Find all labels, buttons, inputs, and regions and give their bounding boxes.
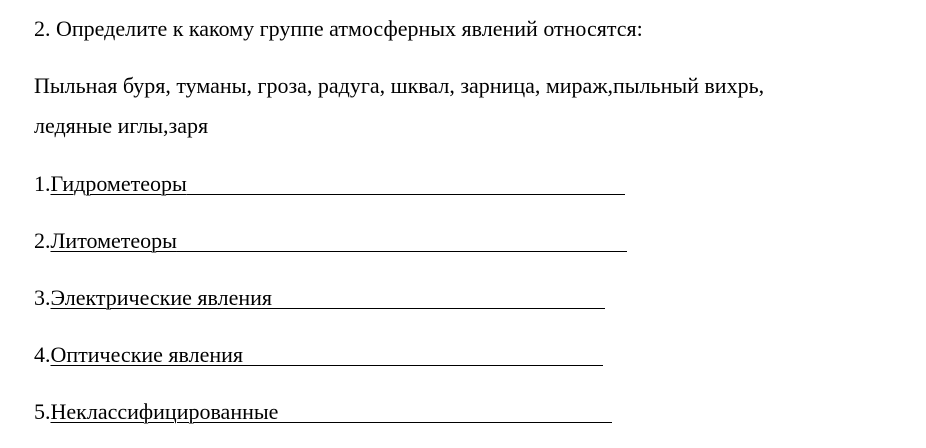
group-item-hydrometeors xyxy=(34,171,625,197)
group-number: 3. xyxy=(34,285,51,310)
answer-blank-line[interactable] xyxy=(243,364,603,366)
answer-blank-line[interactable] xyxy=(187,193,625,195)
answer-blank-line[interactable] xyxy=(272,307,605,309)
group-item-unclassified xyxy=(34,399,612,425)
group-label: Литометеоры xyxy=(50,228,177,253)
group-label: Электрические явления xyxy=(50,285,273,310)
group-number: 1. xyxy=(34,171,51,196)
group-label: Оптические явления xyxy=(50,342,244,367)
group-number: 2. xyxy=(34,228,51,253)
phenomena-list-line-1: Пыльная буря, туманы, гроза, радуга, шквал, зарница, мираж,пыльный вихрь, xyxy=(34,73,765,98)
group-label: Гидрометеоры xyxy=(50,171,187,196)
question-title: 2. Определите к какому группе атмосферных явлений относятся: xyxy=(34,16,643,41)
group-label: Неклассифицированные xyxy=(50,399,279,424)
phenomena-list-line-2: ледяные иглы,заря xyxy=(34,113,209,138)
group-item-optical xyxy=(34,342,603,368)
answer-blank-line[interactable] xyxy=(177,250,627,252)
group-item-lithometeors xyxy=(34,228,627,254)
group-item-electrical xyxy=(34,285,605,311)
group-number: 4. xyxy=(34,342,51,367)
answer-blank-line[interactable] xyxy=(278,421,612,423)
group-number: 5. xyxy=(34,399,51,424)
